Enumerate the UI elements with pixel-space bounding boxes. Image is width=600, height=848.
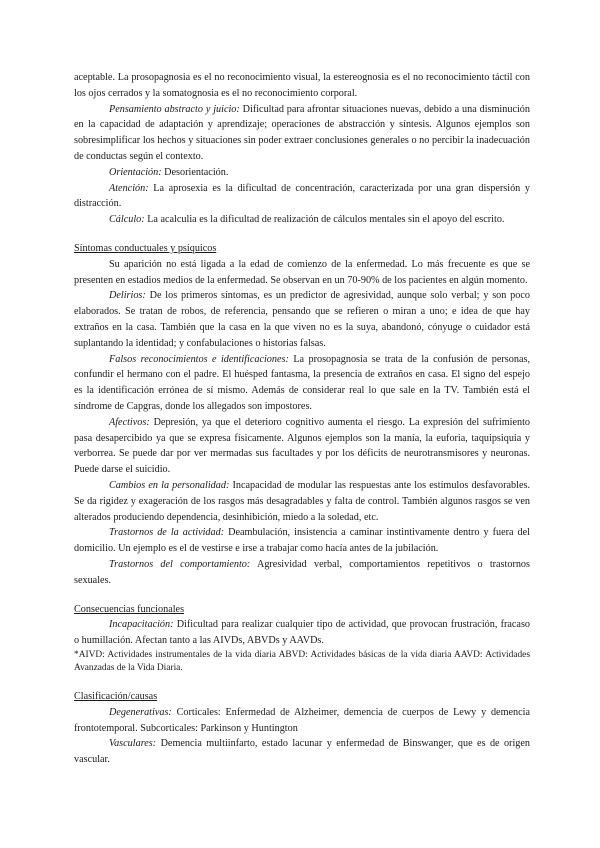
paragraph-incapacitation	[74, 617, 530, 649]
term-label: Incapacitación:	[109, 619, 174, 631]
paragraph-delusions	[74, 288, 530, 351]
page-content	[74, 70, 530, 768]
paragraph-behavior	[74, 557, 530, 589]
term-text: Incapacidad de modular las respuestas ante los estímulos desfavorables. Se da rigidez y exageración de los rasgos más desagradables y falta de control. También algunos rasgos se ven alterados produciendo dependencia, desinhibición, miedo a la soledad, etc.	[74, 479, 530, 523]
term-label: Atención:	[109, 182, 149, 194]
paragraph-attention	[74, 181, 530, 213]
paragraph-abstract-thinking	[74, 102, 530, 165]
term-text: Dificultad para afrontar situaciones nuevas, debido a una disminución en la capacidad de adaptación y aprendizaje; operaciones de abstracción y síntesis. Algunos ejemplos son sobresimplificar los hechos y situaciones sin poder extraer conclusiones generales o no percibir la inadecuación de conductas según el contexto.	[74, 103, 530, 162]
paragraph-degenerative	[74, 705, 530, 737]
term-label: Trastornos de la actividad:	[109, 527, 225, 539]
term-label: Pensamiento abstracto y juicio:	[109, 103, 240, 115]
term-text: De los primeros síntomas, es un predictor de agresividad, aunque solo verbal; y son poco elaborados. Se tratan de robos, de referencia, pensando que se refieren o miran a uno; e idea de que hay extraños en la casa. También que la casa en la que viven no es la suya, abandonó, cónyuge o cuidador está suplantando la identidad; y confabulaciones o historias falsas.	[74, 290, 530, 349]
term-label: Afectivos:	[109, 416, 150, 428]
term-text: Demencia multiinfarto, estado lacunar y enfermedad de Binswanger, que es de origen vascular.	[74, 738, 530, 766]
term-label: Vasculares:	[109, 738, 157, 750]
abbreviation-note: *AIVD: Actividades instrumentales de la vida diaria ABVD: Actividades básicas de la vida diaria AAVD: Actividades Avanzadas de la Vida Diaria.	[74, 649, 530, 674]
section-heading-classification: Clasificación/causas	[74, 691, 158, 703]
section-heading-functional: Consecuencias funcionales	[74, 603, 185, 615]
paragraph-false-recognition	[74, 352, 530, 415]
continuation-paragraph: aceptable. La prosopagnosia es el no reconocimiento visual, la estereognosia es el no reconocimiento táctil con los ojos cerrados y la somatognosia es el no reconocimiento corporal.	[74, 72, 530, 99]
term-label: Cálculo:	[109, 214, 145, 226]
term-text: La aprosexia es la dificultad de concentración, caracterizada por una gran dispersión y distracción.	[74, 182, 530, 210]
term-label: Cambios en la personalidad:	[109, 479, 230, 491]
term-text: Agresividad verbal, comportamientos repetitivos o trastornos sexuales.	[74, 558, 530, 586]
term-label: Trastornos del comportamiento:	[109, 558, 251, 570]
term-label: Orientación:	[109, 166, 162, 178]
behavioral-intro: Su aparición no está ligada a la edad de comienzo de la enfermedad. Lo más frecuente es que se presenten en estadios medios de la enfermedad. Se observan en un 70-90% de los pacientes en algún momento.	[74, 258, 530, 286]
term-text: La prosopagnosia se trata de la confusión de personas, confundir el hermano con el padre. El huésped fantasma, la presencia de extraños en casa. El signo del espejo es la identificación errónea de sí mismo. Además de considerar real lo que sale en la TV. También está el síndrome de Capgras, donde los allegados son impostores.	[74, 353, 530, 412]
term-text: Depresión, ya que el deterioro cognitivo aumenta el riesgo. La expresión del sufrimiento pasa desapercibido ya que se expresa físicamente. Algunos ejemplos son la manía, la euforia, taquipsiquia y verborrea. Se puede dar por ver mermadas sus facultades y por los déficits de neurotransmisores y neuronas. Puede darse el suicidio.	[74, 416, 530, 476]
term-text: Dificultad para realizar cualquier tipo de actividad, que provocan frustración, fracaso o humillación. Afectan tanto a las AIVDs, ABVDs y AAVDs.	[74, 619, 530, 647]
paragraph-personality	[74, 478, 530, 525]
term-text: La acalculia es la dificultad de realización de cálculos mentales sin el apoyo del escrito.	[144, 214, 505, 226]
term-label: Falsos reconocimientos e identificaciones:	[109, 353, 289, 365]
term-label: Delirios:	[109, 290, 146, 302]
paragraph-affective	[74, 415, 530, 478]
paragraph-vascular	[74, 736, 530, 768]
paragraph-calculation	[74, 212, 530, 228]
paragraph-activity	[74, 525, 530, 557]
term-text: Deambulación, insistencia a caminar instintivamente dentro y fuera del domicilio. Un ejemplo es el de vestirse e irse a trabajar como hacía antes de la jubilación.	[74, 527, 530, 555]
term-text: Corticales: Enfermedad de Alzheimer, demencia de cuerpos de Lewy y demencia frontotemporal. Subcorticales: Parkinson y Huntington	[74, 706, 530, 734]
term-label: Degenerativas:	[109, 706, 172, 718]
paragraph-orientation	[74, 165, 530, 181]
section-heading-behavioral: Síntomas conductuales y psíquicos	[74, 242, 217, 254]
term-text: Desorientación.	[161, 166, 229, 178]
